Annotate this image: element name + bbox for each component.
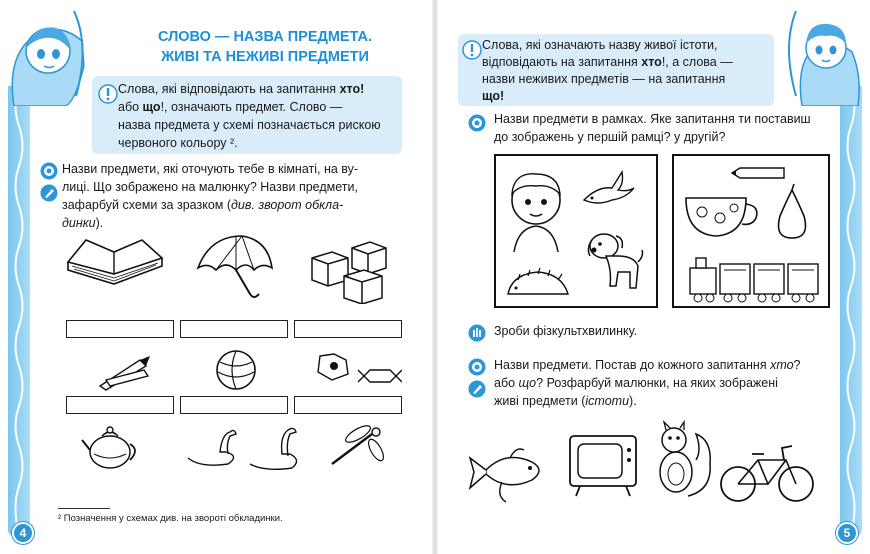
book-picture: [64, 234, 166, 292]
candies-picture: [312, 350, 402, 390]
rule-line-1: Слова, які відповідають на запитання хто!: [118, 82, 365, 96]
task1-line-1: Назви предмети в рамках. Яке запитання ти поставиш: [494, 112, 811, 126]
girl-mascot-icon: [4, 6, 88, 106]
right-rule-box: [458, 34, 774, 106]
right-wave-decoration: [840, 86, 862, 536]
task-line-3: зафарбуй схеми за зразком (див. зворот обкла-: [62, 198, 344, 212]
exercise-hand-icon: [468, 324, 486, 342]
dragonfly-picture: [328, 424, 392, 470]
rule-line-2: або що!, означають предмет. Слово —: [118, 100, 343, 114]
squirrel-picture: [652, 420, 716, 500]
answer-box-1[interactable]: [66, 320, 174, 338]
bicycle-picture: [718, 442, 816, 504]
hedgehog-picture: [504, 266, 572, 302]
answer-box-2[interactable]: [180, 320, 288, 338]
task-line-4: динки).: [62, 216, 104, 230]
fish-picture: [466, 440, 552, 506]
task-line-1: Назви предмети, які оточують тебе в кімнаті, на ву-: [62, 162, 359, 176]
boy-picture: [500, 162, 572, 252]
task2-line-2: або що? Розфарбуй малюнки, на яких зображені: [494, 376, 778, 390]
frame-living-beings: [494, 154, 658, 308]
speaking-icon: [468, 114, 486, 132]
task1-line-2: до зображень у першій рамці? у другій?: [494, 130, 726, 144]
pencils-picture: [96, 356, 154, 392]
speaking-icon: [40, 162, 58, 180]
exercise-text: Зроби фізкультхвилинку.: [494, 324, 638, 338]
toy-train-picture: [688, 254, 822, 304]
pear-picture: [772, 182, 812, 242]
coloring-pencil-icon: [468, 380, 486, 398]
footnote: ² Позначення у схемах див. на звороті обкладинки.: [58, 513, 283, 524]
ball-picture: [214, 348, 258, 392]
cup-picture: [680, 192, 762, 242]
answer-box-6[interactable]: [294, 396, 402, 414]
pencil-picture: [730, 166, 786, 180]
exclamation-icon: [98, 84, 118, 104]
swans-picture: [180, 424, 304, 474]
frame-objects: [672, 154, 830, 308]
bird-picture: [578, 164, 638, 214]
task2-line-3: живі предмети (істоти).: [494, 394, 637, 408]
task-line-2: лиці. Що зображено на малюнку? Назви предмети,: [62, 180, 358, 194]
teapot-picture: [80, 422, 142, 474]
lesson-title-line2: ЖИВІ ТА НЕЖИВІ ПРЕДМЕТИ: [161, 49, 369, 65]
exclamation-icon: [462, 40, 482, 60]
rule-line-2: відповідають на запитання хто!, а слова —: [482, 55, 733, 69]
rule-line-3: назва предмета у схемі позначається рискою: [118, 118, 381, 132]
puppy-picture: [582, 226, 646, 300]
footnote-divider: [58, 508, 110, 509]
tv-picture: [566, 432, 640, 498]
lesson-title-line1: СЛОВО — НАЗВА ПРЕДМЕТА.: [157, 29, 373, 45]
rule-line-4: що!: [482, 89, 505, 103]
answer-box-3[interactable]: [294, 320, 402, 338]
rule-line-4: червоного кольору ².: [118, 136, 238, 150]
cubes-picture: [308, 238, 390, 304]
umbrella-picture: [192, 230, 276, 304]
rule-line-1: Слова, які означають назву живої істоти,: [482, 38, 718, 52]
book-gutter: [432, 0, 438, 554]
boy-mascot-icon: [782, 6, 866, 106]
left-wave-decoration: [8, 86, 30, 536]
task2-line-1: Назви предмети. Постав до кожного запитання хто?: [494, 358, 801, 372]
answer-box-4[interactable]: [66, 396, 174, 414]
left-rule-box: [92, 76, 402, 154]
speaking-icon: [468, 358, 486, 376]
coloring-pencil-icon: [40, 184, 58, 202]
page-number-left: 4: [12, 522, 34, 544]
rule-line-3: назви неживих предметів — на запитання: [482, 72, 726, 86]
answer-box-5[interactable]: [180, 396, 288, 414]
page-number-right: 5: [836, 522, 858, 544]
